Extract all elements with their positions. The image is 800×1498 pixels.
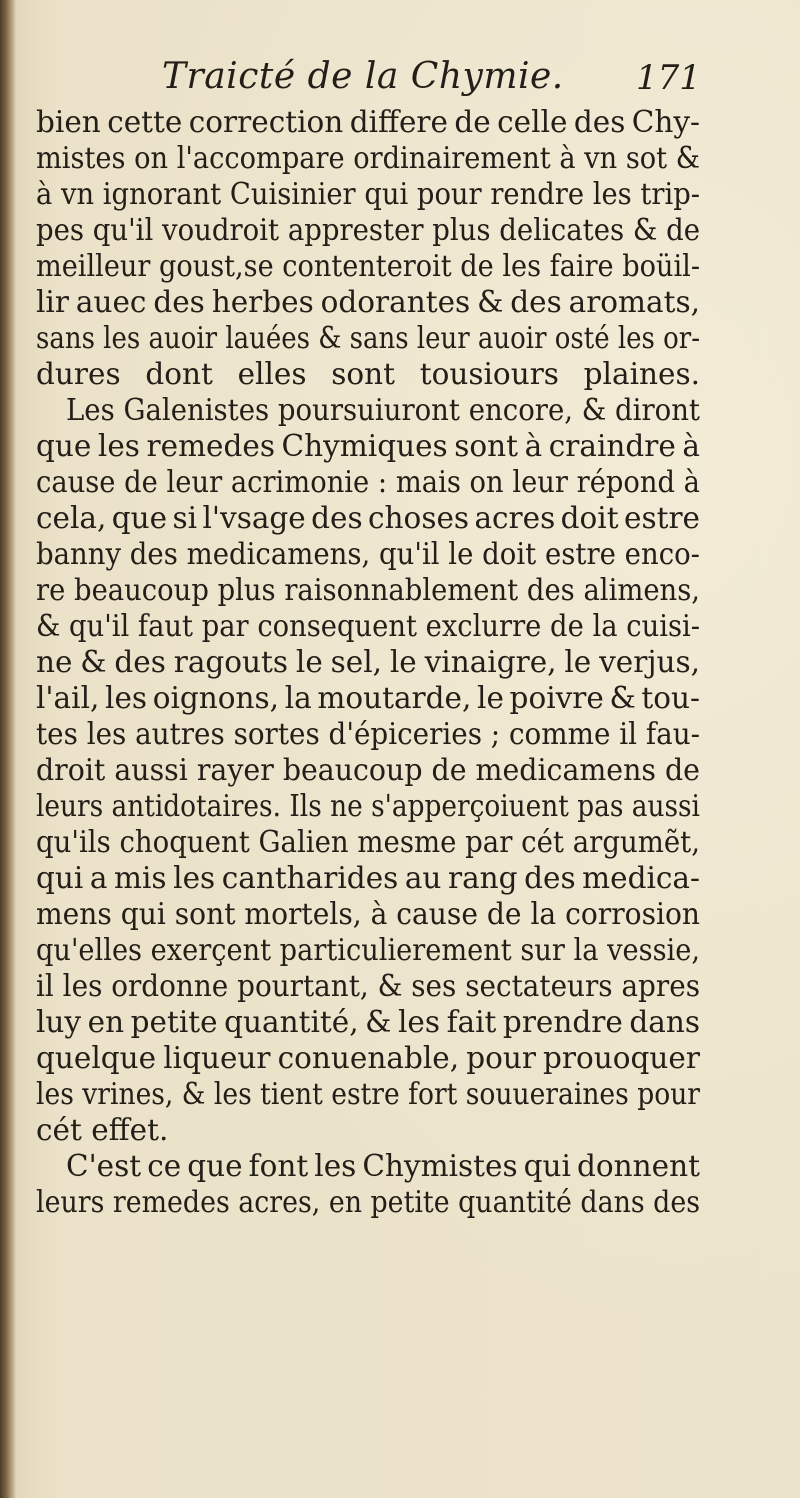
text-line: mens qui sont mortels, à cause de la corrosion	[36, 897, 700, 931]
text-line: à vn ignorant Cuisinier qui pour rendre les trip-	[36, 177, 700, 211]
text-line: cause de leur acrimonie : mais on leur répond à	[36, 465, 700, 499]
text-line: sans les auoir lauées & sans leur auoir osté les or-	[36, 321, 700, 355]
text-line: droit aussi rayer beaucoup de medicamens de	[36, 753, 700, 787]
text-line: dures dont elles sont tousiours plaines.	[36, 357, 700, 391]
text-line: qui a mis les cantharides au rang des medica-	[36, 861, 700, 895]
page-header	[0, 52, 800, 108]
text-line: qu'elles exerçent particulierement sur la vessie,	[36, 933, 700, 967]
text-line: cét effet.	[36, 1113, 169, 1147]
text-line: meilleur goust,se contenteroit de les faire boüil-	[36, 249, 700, 283]
page-number: 171	[636, 58, 701, 98]
text-line: qu'ils choquent Galien mesme par cét argumẽt,	[36, 825, 700, 859]
text-line: banny des medicamens, qu'il le doit estre enco-	[36, 537, 700, 571]
text-line: cela, que si l'vsage des choses acres doit estre	[36, 501, 700, 535]
text-line: mistes on l'accompare ordinairement à vn sot &	[36, 141, 700, 175]
text-line: lir auec des herbes odorantes & des aromats,	[36, 285, 700, 319]
text-line: pes qu'il voudroit apprester plus delicates & de	[36, 213, 700, 247]
text-line: que les remedes Chymiques sont à craindre à	[36, 429, 700, 463]
text-line: il les ordonne pourtant, & ses sectateurs apres	[36, 969, 700, 1003]
running-title: Traicté de la Chymie.	[162, 56, 564, 97]
text-line: leurs remedes acres, en petite quantité dans des	[36, 1185, 700, 1219]
page-gutter-shadow	[0, 0, 16, 1498]
text-line: C'est ce que font les Chymistes qui donnent	[66, 1149, 700, 1183]
text-line: & qu'il faut par consequent exclurre de la cuisi-	[36, 609, 700, 643]
text-line: tes les autres sortes d'épiceries ; comme il fau-	[36, 717, 700, 751]
text-line: les vrines, & les tient estre fort souueraines pour	[36, 1077, 700, 1111]
text-line: Les Galenistes poursuiuront encore, & diront	[66, 393, 700, 427]
text-line: luy en petite quantité, & les fait prendre dans	[36, 1005, 700, 1039]
text-line: leurs antidotaires. Ils ne s'apperçoiuent pas aussi	[36, 789, 700, 823]
text-line: quelque liqueur conuenable, pour prouoquer	[36, 1041, 700, 1075]
text-line: l'ail, les oignons, la moutarde, le poivre & tou-	[36, 681, 700, 715]
text-line: bien cette correction differe de celle des Chy-	[36, 105, 700, 139]
text-line: ne & des ragouts le sel, le vinaigre, le verjus,	[36, 645, 700, 679]
text-line: re beaucoup plus raisonnablement des alimens,	[36, 573, 700, 607]
